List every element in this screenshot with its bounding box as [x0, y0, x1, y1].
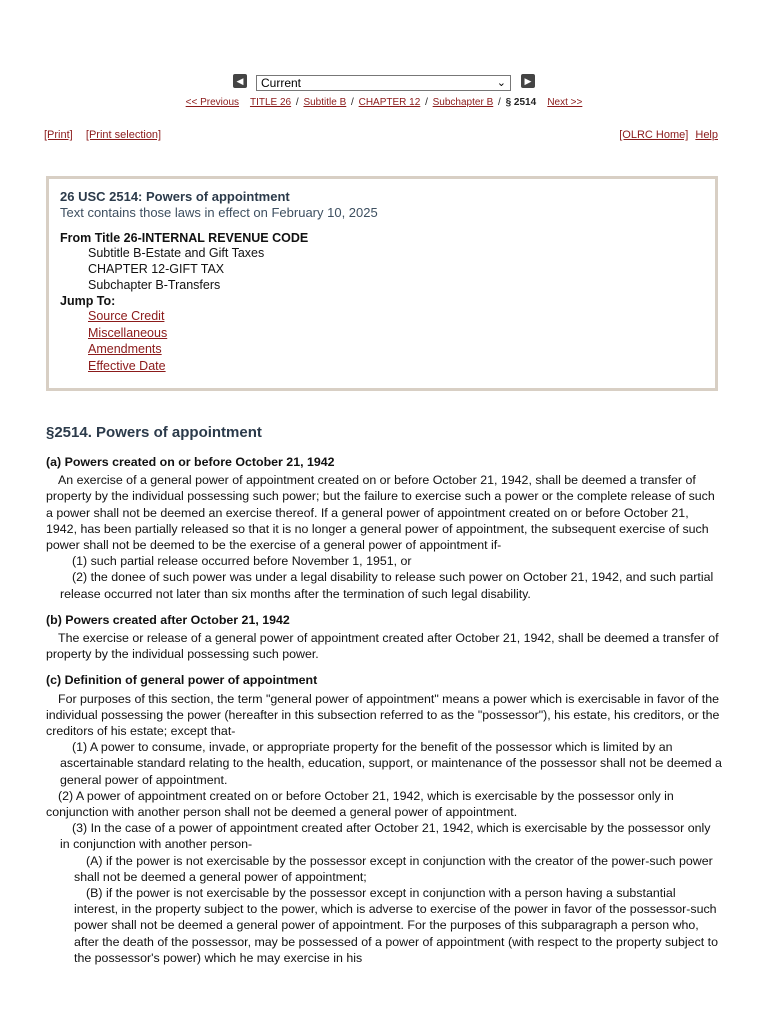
subsection-b-heading: (b) Powers created after October 21, 1942 — [46, 612, 290, 627]
subsection-b-text: The exercise or release of a general power of appointment created after October 21, 1942, shall be deemed a transfer of property by the individual possessing such power. — [46, 631, 719, 662]
version-select-value: Current — [261, 76, 302, 90]
breadcrumb — [0, 97, 768, 108]
print-toolbar — [44, 129, 165, 141]
print-link[interactable]: [Print] — [44, 129, 73, 141]
subsection-c-paragraph-1: (1) A power to consume, invade, or appropriate property for the benefit of the possessor which is limited by an ascertainable standard relating to the health, education, support, or maintenance of the possessor shall not be deemed a general power of appointment. — [60, 740, 722, 787]
jump-effective-date-link[interactable]: Effective Date — [88, 358, 166, 373]
subsection-a-heading: (a) Powers created on or before October 21, 1942 — [46, 455, 335, 469]
from-title: From Title 26-INTERNAL REVENUE CODE — [60, 231, 309, 245]
jump-source-credit-link[interactable]: Source Credit — [88, 309, 165, 323]
breadcrumb-chapter-link[interactable]: CHAPTER 12 — [358, 97, 421, 108]
subsection-c-heading: (c) Definition of general power of appointment — [46, 673, 318, 688]
breadcrumb-separator: / — [295, 97, 299, 108]
help-toolbar — [619, 129, 722, 141]
next-version-arrow-icon[interactable]: ▶ — [521, 74, 535, 88]
previous-version-arrow-icon[interactable]: ◀ — [233, 74, 247, 88]
jump-to-label: Jump To: — [60, 294, 116, 308]
citation-title: 26 USC 2514: Powers of appointment — [60, 189, 290, 204]
jump-miscellaneous-link[interactable]: Miscellaneous — [88, 325, 168, 340]
version-select[interactable] — [256, 75, 511, 91]
statute-text — [46, 450, 722, 966]
print-selection-link[interactable]: [Print selection] — [85, 129, 162, 141]
hierarchy-subtitle: Subtitle B-Estate and Gift Taxes — [88, 246, 265, 260]
subsection-a-paragraph-1: (1) such partial release occurred before November 1, 1951, or — [72, 554, 412, 569]
subsection-c-paragraph-3: (3) In the case of a power of appointment created after October 21, 1942, which is exercisable by the possessor only in conjunction with another person- — [60, 821, 711, 852]
breadcrumb-separator: / — [498, 97, 501, 108]
section-heading: §2514. Powers of appointment — [46, 424, 262, 441]
next-section-link[interactable]: Next >> — [547, 97, 583, 108]
hierarchy-chapter: CHAPTER 12-GIFT TAX — [88, 262, 225, 276]
breadcrumb-separator: / — [351, 97, 354, 108]
chevron-down-icon: ⌄ — [496, 77, 506, 89]
breadcrumb-separator: / — [425, 97, 428, 108]
previous-section-link[interactable]: << Previous — [185, 97, 240, 108]
subsection-c-subparagraph-a: (A) if the power is not exercisable by the possessor except in conjunction with the creator of the power-such power shall not be deemed a general power of appointment; — [74, 853, 713, 884]
breadcrumb-subtitle-link[interactable]: Subtitle B — [303, 97, 347, 108]
citation-effective-date: Text contains those laws in effect on February 10, 2025 — [60, 205, 378, 220]
subsection-c-subparagraph-b: (B) if the power is not exercisable by the possessor except in conjunction with a person having a substantial interest, in the property subject to the power, which is adverse to exercise of the power in favor of the possessor-such power shall not be deemed a general power of appointment. For the purposes of this subparagraph a person who, after the death of the possessor, may be possessed of a power of appointment (with respect to the property subject to the possessor's power) which he may exercise in his — [74, 886, 718, 965]
subsection-c-text: For purposes of this section, the term "general power of appointment" means a power which is exercisable in favor of the individual possessing the power (hereafter in this subsection referred to as the "possessor"), his estate, his creditors, or the creditors of his estate; except that- — [46, 691, 720, 739]
breadcrumb-title-link[interactable]: TITLE 26 — [249, 97, 292, 108]
breadcrumb-current: § 2514 — [505, 97, 537, 108]
hierarchy-subchapter: Subchapter B-Transfers — [88, 278, 221, 292]
help-link[interactable]: Help — [695, 129, 718, 141]
subsection-a-paragraph-2: (2) the donee of such power was under a legal disability to release such power on October 21, 1942, and such partial release occurred not later than six months after the termination of such legal disability. — [60, 570, 714, 601]
version-navigation — [0, 73, 768, 93]
subsection-c-paragraph-2: (2) A power of appointment created on or before October 21, 1942, which is exercisable by the possessor only in conjunction with another person shall not be deemed a general power of appointment. — [46, 788, 674, 820]
jump-amendments-link[interactable]: Amendments — [88, 342, 162, 356]
olrc-home-link[interactable]: [OLRC Home] — [619, 129, 689, 141]
subsection-a-text: An exercise of a general power of appointment created on or before October 21, 1942, shall be deemed a transfer of property by the individual possessing such power; but the failure to exercise such a power or the complete release of such a power shall not be deemed an exercise thereof. If a general power of appointment created on or before October 21, 1942, has been partially released so that it is no longer a general power of appointment, the subsequent exercise of such power shall not be deemed to be the exercise of a general power of appointment if- — [46, 473, 715, 553]
breadcrumb-subchapter-link[interactable]: Subchapter B — [432, 97, 494, 108]
citation-summary-box — [46, 176, 718, 391]
